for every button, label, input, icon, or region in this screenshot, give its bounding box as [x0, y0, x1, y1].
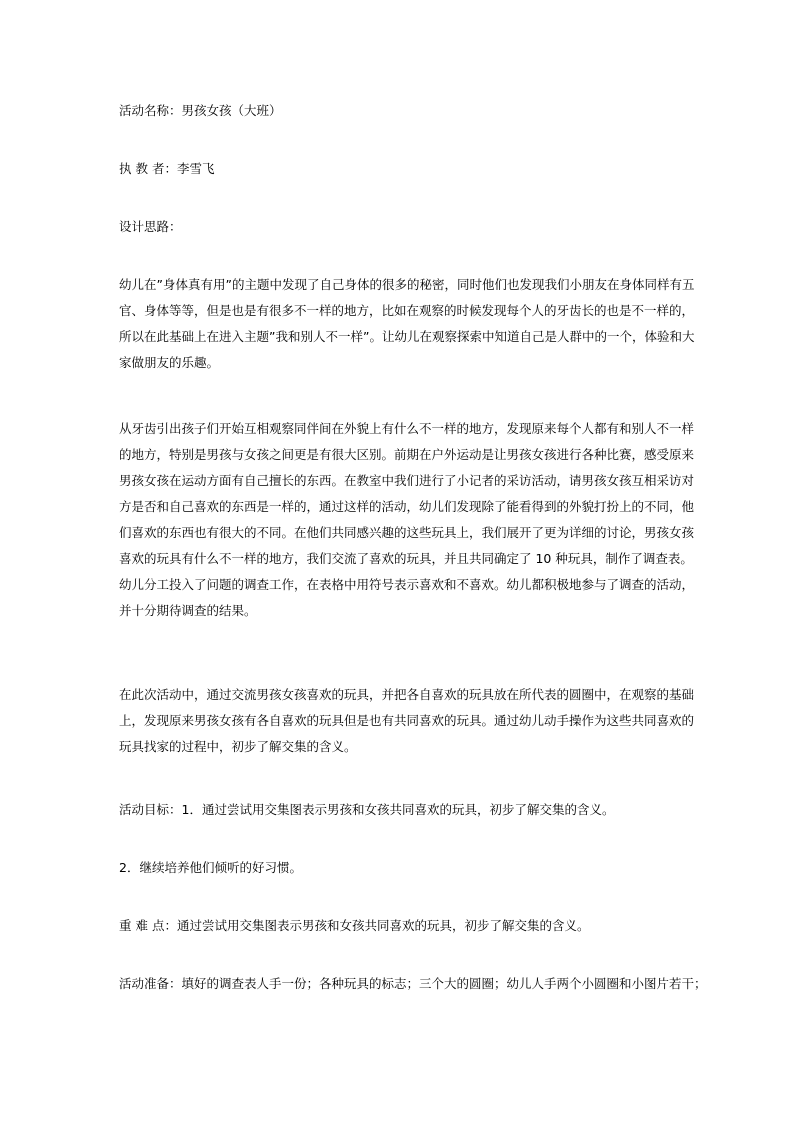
paragraph-2 [119, 416, 695, 624]
key-point [119, 913, 675, 939]
key-point-text: 重 难 点：通过尝试用交集图表示男孩和女孩共同喜欢的玩具，初步了解交集的含义。 [119, 918, 590, 933]
goal-1-text: 活动目标：1．通过尝试用交集图表示男孩和女孩共同喜欢的玩具，初步了解交集的含义。 [119, 802, 615, 817]
paragraph-3 [119, 682, 695, 760]
design-heading-text: 设计思路： [119, 219, 182, 234]
paragraph-line: 幼儿分工投入了问题的调查工作，在表格中用符号表示喜欢和不喜欢。幼儿都积极地参与了调查的活动， [119, 577, 695, 592]
teacher-text: 执 教 者：李雪飞 [119, 161, 215, 176]
design-heading [119, 214, 675, 240]
goal-2-text: 2．继续培养他们倾听的好习惯。 [119, 860, 302, 875]
preparation-text: 活动准备：填好的调查表人手一份；各种玩具的标志；三个大的圆圈；幼儿人手两个小圆圈和小图片若干； [119, 976, 707, 991]
preparation [119, 971, 707, 997]
goal-2 [119, 855, 675, 881]
paragraph-line: 在此次活动中，通过交流男孩女孩喜欢的玩具，并把各自喜欢的玩具放在所代表的圆圈中，在观察的基础 [119, 687, 695, 702]
paragraph-line: 幼儿在”身体真有用”的主题中发现了自己身体的很多的秘密，同时他们也发现我们小朋友在身体同样有五 [119, 277, 695, 292]
paragraph-1 [119, 272, 695, 376]
activity-name-text: 活动名称：男孩女孩（大班） [119, 103, 282, 118]
paragraph-line: 方是否和自己喜欢的东西是一样的，通过这样的活动，幼儿们发现除了能看得到的外貌打扮上的不同，他 [119, 499, 695, 514]
paragraph-line: 们喜欢的东西也有很大的不同。在他们共同感兴趣的这些玩具上，我们展开了更为详细的讨论，男孩女孩 [119, 525, 695, 540]
goal-1 [119, 797, 675, 823]
teacher-line [119, 156, 675, 182]
paragraph-line: 官、身体等等，但是也是有很多不一样的地方，比如在观察的时候发现每个人的牙齿长的也是不一样的， [119, 303, 695, 318]
paragraph-line: 上，发现原来男孩女孩有各自喜欢的玩具但是也有共同喜欢的玩具。通过幼儿动手操作为这些共同喜欢的 [119, 713, 695, 728]
paragraph-line: 家做朋友的乐趣。 [119, 355, 220, 370]
paragraph-line: 男孩女孩在运动方面有自己擅长的东西。在教室中我们进行了小记者的采访活动，请男孩女孩互相采访对 [119, 473, 695, 488]
activity-name [119, 98, 675, 124]
paragraph-line: 所以在此基础上在进入主题”我和别人不一样”。让幼儿在观察探索中知道自己是人群中的一个，体验和大 [119, 329, 695, 344]
paragraph-line: 喜欢的玩具有什么不一样的地方，我们交流了喜欢的玩具，并且共同确定了 10 种玩具，制作了调查表。 [119, 551, 693, 566]
paragraph-line: 从牙齿引出孩子们开始互相观察同伴间在外貌上有什么不一样的地方，发现原来每个人都有和别人不一样 [119, 421, 695, 436]
paragraph-line: 的地方，特别是男孩与女孩之间更是有很大区别。前期在户外运动是让男孩女孩进行各种比赛，感受原来 [119, 447, 695, 462]
paragraph-line: 并十分期待调查的结果。 [119, 603, 257, 618]
paragraph-line: 玩具找家的过程中，初步了解交集的含义。 [119, 739, 357, 754]
